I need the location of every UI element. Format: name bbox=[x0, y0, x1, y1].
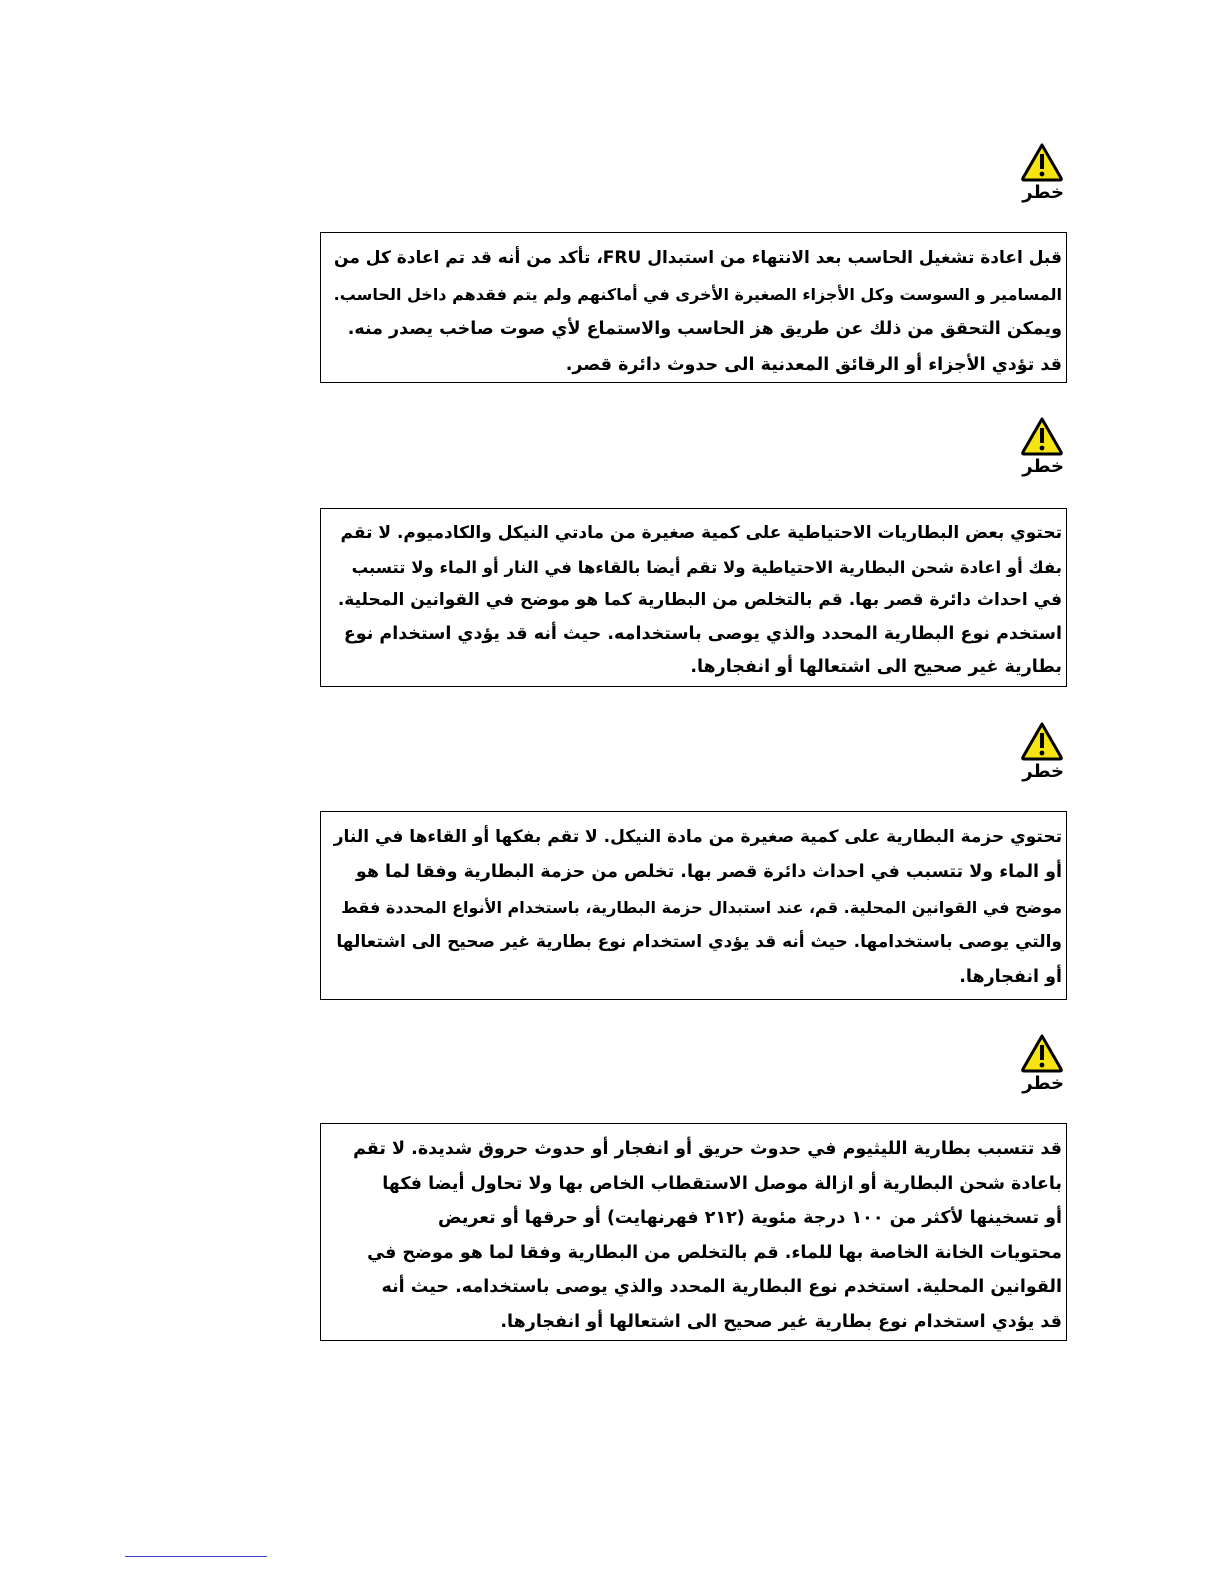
danger-label: خطر bbox=[1022, 456, 1064, 477]
warning-triangle-icon bbox=[1020, 721, 1064, 761]
danger-warning-3 bbox=[964, 721, 1064, 783]
notice-line: باعادة شحن البطارية أو ازالة موصل الاستقطاب الخاص بها ولا تحاول أيضا فكها bbox=[382, 1173, 1062, 1194]
notice-line: في احداث دائرة قصر بها. قم بالتخلص من البطارية كما هو موضح في القوانين المحلية. bbox=[337, 590, 1062, 610]
danger-label: خطر bbox=[1022, 1073, 1064, 1094]
notice-line: قد تتسبب بطارية الليثيوم في حدوث حريق أو انفجار أو حدوث حروق شديدة. لا تقم bbox=[353, 1139, 1062, 1159]
danger-label: خطر bbox=[1022, 182, 1064, 203]
notice-line: أو الماء ولا تتسبب في احداث دائرة قصر بها. تخلص من حزمة البطارية وفقا لما هو bbox=[355, 862, 1062, 882]
notice-line: أو انفجارها. bbox=[959, 967, 1062, 987]
danger-warning-4 bbox=[964, 1033, 1064, 1095]
notice-line: تحتوي بعض البطاريات الاحتياطية على كمية صغيرة من مادتي النيكل والكادميوم. لا تقم bbox=[340, 523, 1062, 543]
notice-line: والتي يوصى باستخدامها. حيث أنه قد يؤدي استخدام نوع بطارية غير صحيح الى اشتعالها bbox=[336, 932, 1062, 952]
notice-line: محتويات الخانة الخاصة بها للماء. قم بالتخلص من البطارية وفقا لما هو موضح في bbox=[367, 1242, 1062, 1263]
notice-line: قبل اعادة تشغيل الحاسب بعد الانتهاء من استبدال FRU، تأكد من أنه قد تم اعادة كل من bbox=[334, 248, 1062, 268]
notice-line: موضح في القوانين المحلية. قم، عند استبدال حزمة البطارية، باستخدام الأنواع المحددة فقط bbox=[341, 898, 1062, 917]
danger-notice-box-2 bbox=[320, 508, 1067, 687]
danger-warning-1 bbox=[964, 142, 1064, 204]
notice-line: قد تؤدي الأجزاء أو الرقائق المعدنية الى حدوث دائرة قصر. bbox=[565, 354, 1062, 375]
notice-line: أو تسخينها لأكثر من ١٠٠ درجة مئوية (٢١٢ فهرنهايت) أو حرقها أو تعريض bbox=[437, 1208, 1062, 1228]
warning-triangle-icon bbox=[1020, 142, 1064, 182]
notice-line: استخدم نوع البطارية المحدد والذي يوصى باستخدامه. حيث أنه قد يؤدي استخدام نوع bbox=[343, 623, 1062, 644]
notice-line: قد يؤدي استخدام نوع بطارية غير صحيح الى اشتعالها أو انفجارها. bbox=[500, 1311, 1062, 1332]
danger-notice-box-4 bbox=[320, 1123, 1067, 1341]
notice-line: ويمكن التحقق من ذلك عن طريق هز الحاسب والاستماع لأي صوت صاخب يصدر منه. bbox=[347, 319, 1062, 339]
danger-label: خطر bbox=[1022, 761, 1064, 782]
danger-notice-box-1 bbox=[320, 232, 1067, 383]
danger-warning-2 bbox=[964, 416, 1064, 478]
warning-triangle-icon bbox=[1020, 416, 1064, 456]
notice-line: القوانين المحلية. استخدم نوع البطارية المحدد والذي يوصى باستخدامه. حيث أنه bbox=[381, 1277, 1062, 1297]
notice-line: المسامير و السوست وكل الأجزاء الصغيرة الأخرى في أماكنهم ولم يتم فقدهم داخل الحاسب. bbox=[333, 284, 1062, 304]
warning-triangle-icon bbox=[1020, 1033, 1064, 1073]
danger-notice-box-3 bbox=[320, 811, 1067, 1000]
notice-line: بفك أو اعادة شحن البطارية الاحتياطية ولا تقم أيضا بالقاءها في النار أو الماء ولا تتسبب bbox=[351, 557, 1062, 577]
notice-line: بطارية غير صحيح الى اشتعالها أو انفجارها. bbox=[690, 657, 1062, 677]
footer-divider bbox=[125, 1556, 267, 1557]
notice-line: تحتوي حزمة البطارية على كمية صغيرة من مادة النيكل. لا تقم بفكها أو القاءها في النار bbox=[333, 827, 1062, 847]
